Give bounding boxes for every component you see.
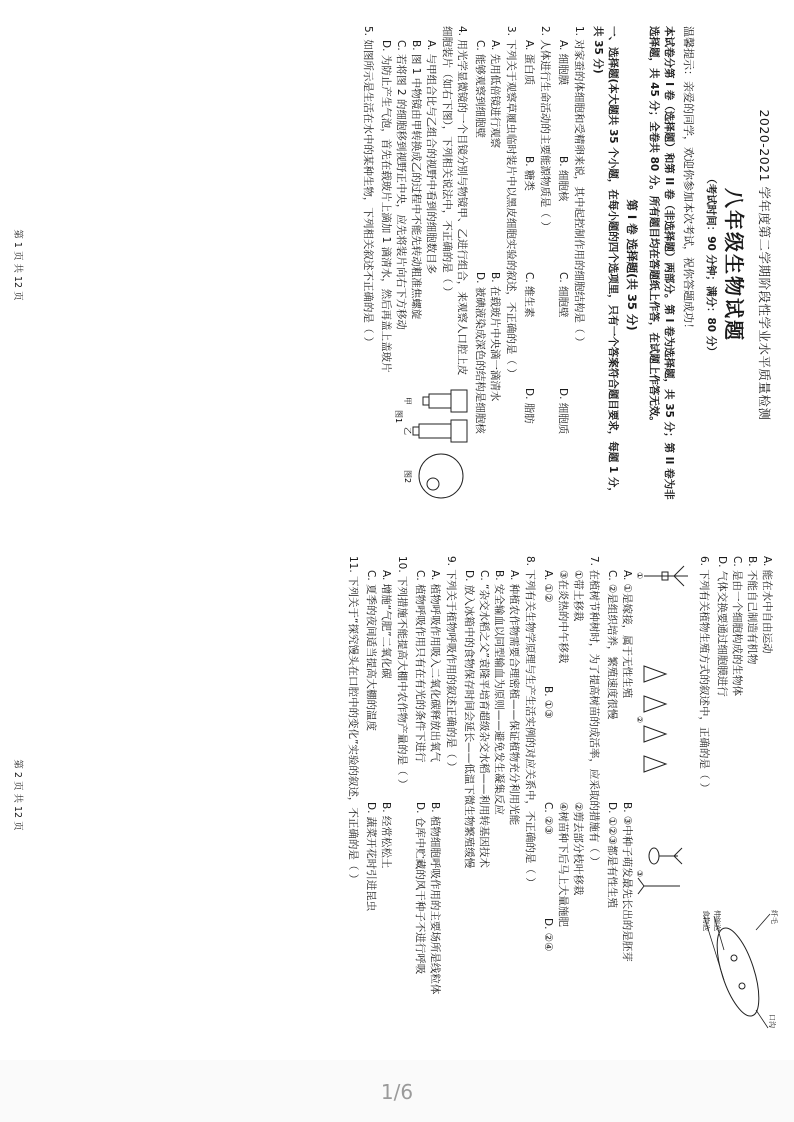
option: D. ②④ xyxy=(542,918,554,952)
question-5 xyxy=(360,26,375,504)
option: D. 蔬菜开花时引进昆虫 xyxy=(365,802,377,912)
exam-page-1 xyxy=(0,0,794,530)
exam-time-info: （考试时间：90 分钟；满分：80 分） xyxy=(705,173,717,357)
option: D. 仓库中贮藏的风干种子不进行呼吸 xyxy=(414,802,426,975)
microscope-figure-svg xyxy=(395,384,475,504)
question-6 xyxy=(604,556,711,1034)
option: D. ①②③都是有性生殖 xyxy=(606,802,618,908)
section-description: 一、选择题(本大题共 35 个小题，在每小题的四个选项里，只有一个答案符合题目要求，每题 1 分，共 35 分) xyxy=(592,26,619,498)
option: D. 放入冰箱中的食物保存时间会延长——低温下微生物繁殖缓慢 xyxy=(463,570,475,869)
reproduction-figure xyxy=(636,556,694,1034)
option: A. ①② xyxy=(542,570,554,603)
label-oral-groove: 口沟 xyxy=(768,1014,776,1028)
question-stem: 6. 下列有关植物生殖方式的叙述中，正确的是（ ） xyxy=(698,556,710,794)
question-stem: 8. 下列有关生物学原理与生产生活实例的对应关系中，不正确的是（ ） xyxy=(524,556,536,888)
objective-jia xyxy=(423,390,467,412)
option: B. 糖类 xyxy=(523,156,535,191)
exam-page-2 xyxy=(0,530,794,1060)
option: C. 细胞壁 xyxy=(557,272,569,318)
option: C. “杂交水稻之父”袁隆平培育超级杂交水稻——利用转基因技术 xyxy=(478,570,490,868)
objective-lens-figure xyxy=(395,384,475,504)
option: D. 脂肪 xyxy=(523,388,535,424)
grafting-drawing xyxy=(635,566,688,586)
option: B. 植物细胞呼吸作用的主要场所是线粒体 xyxy=(429,802,441,995)
option: A. 能在水中自由运动 xyxy=(761,556,773,654)
option-list xyxy=(412,570,442,1034)
option-list xyxy=(461,570,521,1034)
option: A. 与甲组合比与乙组合的视野中看到的细胞数目多 xyxy=(425,40,437,275)
option: B. ③中种子萌发最先长出的是胚芽 xyxy=(621,802,633,962)
statement: ①带土移栽 xyxy=(572,570,584,622)
option-list xyxy=(472,40,502,504)
statement: ③在炎热的中午移栽 xyxy=(557,570,569,664)
option-list xyxy=(604,570,634,1034)
page-1-rotated-content xyxy=(0,0,794,530)
option: A. 先用低倍镜进行观察 xyxy=(489,40,501,149)
option: C. 若将图 2 的细胞移到视野正中央，应先将装片向右下方移动 xyxy=(395,40,407,330)
option: C. 植物呼吸作用只有在有光的条件下进行 xyxy=(414,570,426,763)
page-footer: 第 1 页 共 12 页 xyxy=(12,229,23,301)
question-9 xyxy=(412,556,458,1034)
question-stem: 1. 对家蚕的体细胞和受精卵来说，其中起控制作用的细胞结构是（ ） xyxy=(573,26,585,348)
label-contractile-vacuole: 伸缩泡 xyxy=(713,910,721,931)
paramecium-body xyxy=(709,923,768,1020)
label-fig2: 图2 xyxy=(403,470,412,484)
option: C. ②③ xyxy=(542,802,554,835)
question-10 xyxy=(363,556,409,1034)
question-4 xyxy=(378,26,469,504)
option: D. 为防止产生气泡，首先在载玻片上滴加 1 滴清水，然后再盖上盖玻片 xyxy=(380,40,392,373)
option: D. 气体交换要通过细胞膜进行 xyxy=(716,556,728,697)
question-2 xyxy=(521,26,552,504)
statement: ②剪去部分枝叶移栽 xyxy=(572,802,584,896)
question-stem: 5. 如图所示是生活在水中的某种生物，下列相关叙述不正确的是（ ） xyxy=(362,26,374,348)
notice-text: 温馨提示：亲爱的同学，欢迎你参加本次考试，祝你答题成功！ xyxy=(682,26,695,334)
statement-list xyxy=(555,570,585,1034)
label-food-vacuole: 食物泡 xyxy=(702,910,710,931)
option: B. 安全输血以同型输血为原则——避免发生凝集反应 xyxy=(493,570,505,815)
objective-yi xyxy=(413,420,467,442)
label-line xyxy=(756,914,770,930)
option: C. 夏季的夜间适当提高大棚的温度 xyxy=(365,570,377,732)
label-fig1: 图1 xyxy=(394,410,403,424)
instructions-text: 本试卷分第 I 卷（选择题）和第 II 卷（非选择题）两部分。第 I 卷为选择题，共 35 分；第 II 卷为非选择题，共 45 分；全卷共 80 分。所有题目均在答题纸上作答，在试题上作答无效。 xyxy=(648,26,675,500)
microscope-field-circle xyxy=(419,454,463,498)
option: B. ①③ xyxy=(542,686,554,719)
question-stem: 9. 下列关于植物呼吸作用的叙述正确的是（ ） xyxy=(445,556,457,773)
option-list xyxy=(363,570,393,1034)
label-yi: 乙 xyxy=(403,427,412,435)
option-list xyxy=(521,40,536,504)
question-8 xyxy=(461,556,537,1034)
option: A. 蛋白质 xyxy=(523,40,535,86)
tissue-culture-drawing xyxy=(635,666,666,772)
label-line xyxy=(756,1010,768,1028)
option: A. 种植农作物需要合理密植——保证植物充分利用光能 xyxy=(508,570,520,826)
page-footer: 第 2 页 共 12 页 xyxy=(12,759,23,831)
seed-germination-drawing xyxy=(635,848,682,894)
label-cilia: 纤毛 xyxy=(770,910,778,924)
option-list xyxy=(714,556,774,914)
exam-title: 八年级生物试题 xyxy=(722,188,746,342)
option: A. 增施“气肥”二氧化碳 xyxy=(380,570,392,679)
option: A. 植物呼吸作用吸入二氧化碳释放出氧气 xyxy=(429,570,441,763)
vacuole xyxy=(731,955,737,961)
label-jia: 甲 xyxy=(403,397,412,405)
question-stem: 2. 人体进行生命活动的主要能源物质是（ ） xyxy=(539,26,551,232)
question-3 xyxy=(472,26,518,504)
page-2-rotated-content xyxy=(0,530,794,1060)
vacuole xyxy=(739,983,745,989)
statement: ④树苗种下后马上大量施肥 xyxy=(557,802,569,927)
option: D. 被碘液染成深色的结构是细胞核 xyxy=(474,272,486,434)
question-11 xyxy=(345,556,360,1034)
question-stem: 4. 用光学显微镜的一个目镜分别与物镜甲、乙进行组合，来观察人口腔上皮细胞装片（如右下图），下列相关说法中，不正确的是（ ） xyxy=(441,26,468,376)
option: B. 在载玻片中央滴一滴清水 xyxy=(489,272,501,402)
cell-circle xyxy=(427,478,439,490)
paramecium-figure xyxy=(700,910,780,1040)
svg-text:③: ③ xyxy=(635,870,644,878)
option-list xyxy=(540,570,555,1034)
reproduction-svg xyxy=(636,556,694,1034)
option: A. 细胞膜 xyxy=(557,40,569,86)
svg-text:②: ② xyxy=(635,716,644,724)
exam-header: 2020-2021 学年度第二学期阶段性学业水平质量检测 xyxy=(757,109,772,421)
option: C. 是由一个细胞构成的生物体 xyxy=(731,556,743,697)
svg-text:①: ① xyxy=(635,572,644,580)
option-list xyxy=(555,40,570,504)
question-stem: 11. 下列关于“探究馒头在口腔中的变化”实验的叙述，不正确的是（ ） xyxy=(347,556,359,885)
question-stem: 10. 下列措施不能提高大棚中农作物产量的是（ ） xyxy=(396,556,408,790)
question-stem: 7. 在植树节种树时，为了提高树苗的成活率，应采取的措施有（ ） xyxy=(588,556,600,867)
option: C. ②是组织培养，繁殖速度很慢 xyxy=(606,570,618,720)
option: A. ①是嫁接，属于无性生殖 xyxy=(621,570,633,699)
question-7 xyxy=(540,556,601,1034)
option: B. 细胞核 xyxy=(557,156,569,202)
question-1 xyxy=(555,26,586,504)
option: C. 维生素 xyxy=(523,272,535,318)
option: C. 能够观察到细胞壁 xyxy=(474,40,486,139)
option: D. 细胞质 xyxy=(557,388,569,435)
option: B. 图 1 中物镜由甲转换成乙的过程中不能先转动粗准焦螺旋 xyxy=(410,40,422,320)
paramecium-svg xyxy=(700,910,780,1040)
option: B. 不能自己制造有机物 xyxy=(746,556,758,665)
option: B. 经常松松土 xyxy=(380,802,392,869)
page-indicator: 1/6 xyxy=(380,1080,414,1104)
section-title: 第 I 卷 选择题(共 35 分) xyxy=(625,199,639,331)
question-stem: 3. 下列关于观察草履虫临时装片中以黑皮细胞实验的叙述，不正确的是（ ） xyxy=(505,26,517,379)
